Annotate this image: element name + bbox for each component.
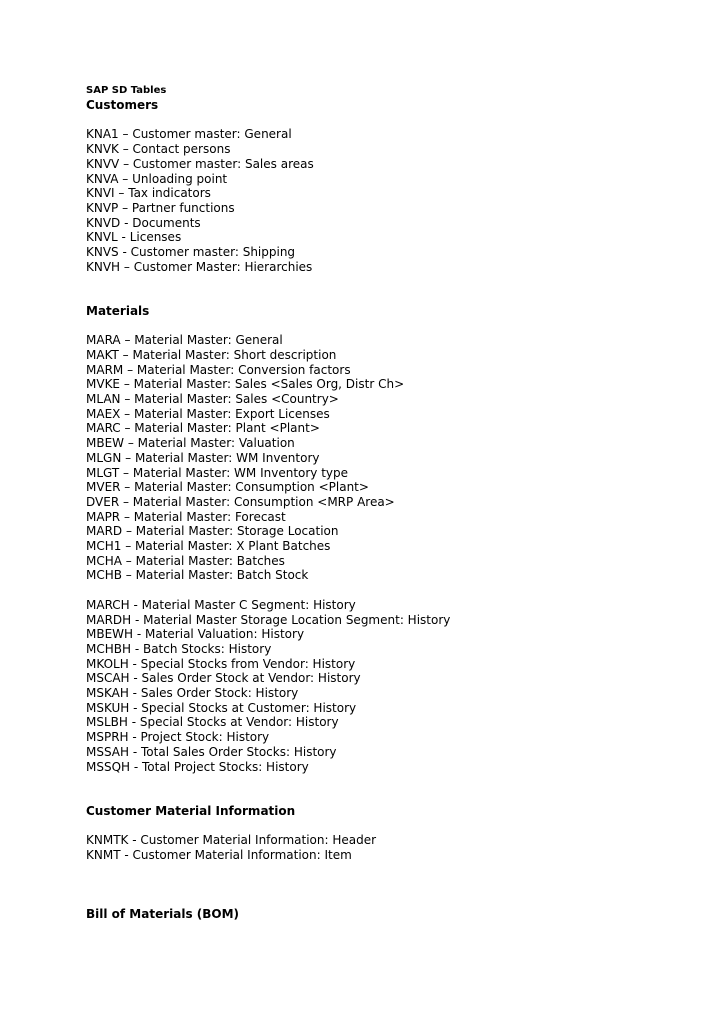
table-entry: MKOLH - Special Stocks from Vendor: History [86,656,356,671]
table-entry: MLGN – Material Master: WM Inventory [86,450,320,465]
table-entry: MARA – Material Master: General [86,333,283,348]
table-entry: MSLBH - Special Stocks at Vendor: History [86,715,339,730]
table-entry: KNVL - Licenses [86,230,182,245]
table-entry: MARCH - Material Master C Segment: History [86,597,356,612]
section-heading-customer-material-info: Customer Material Information [86,803,296,818]
table-entry: KNMT - Customer Material Information: Item [86,847,352,862]
table-entry: MLGT – Material Master: WM Inventory type [86,465,349,480]
table-entry: MAPR – Material Master: Forecast [86,509,286,524]
table-entry: MBEW – Material Master: Valuation [86,436,295,451]
table-entry: MARC – Material Master: Plant <Plant> [86,421,320,436]
spacer [86,774,706,803]
table-entry: MVER – Material Master: Consumption <Plant> [86,480,369,495]
table-entry: MSSQH - Total Project Stocks: History [86,759,309,774]
spacer [86,818,706,833]
section-heading-customers: Customers [86,98,159,112]
customers-table-list [86,127,706,274]
table-entry: MVKE – Material Master: Sales <Sales Org, Distr Ch> [86,377,405,392]
table-entry: KNVK – Contact persons [86,142,231,157]
spacer [86,274,706,303]
table-entry: MSKUH - Special Stocks at Customer: History [86,700,357,715]
table-entry: KNVH – Customer Master: Hierarchies [86,259,313,274]
table-entry: MLAN – Material Master: Sales <Country> [86,392,339,407]
materials-history-table-list [86,598,706,774]
table-entry: MAEX – Material Master: Export Licenses [86,406,330,421]
table-entry: MBEWH - Material Valuation: History [86,627,305,642]
spacer [86,113,706,128]
table-entry: MSPRH - Project Stock: History [86,730,270,745]
table-entry: MCHB – Material Master: Batch Stock [86,568,309,583]
table-entry: KNVP – Partner functions [86,200,235,215]
table-entry: KNVI – Tax indicators [86,186,211,201]
section-heading-bom: Bill of Materials (BOM) [86,906,240,921]
table-entry: MSCAH - Sales Order Stock at Vendor: History [86,671,361,686]
table-entry: KNA1 – Customer master: General [86,127,292,142]
table-entry: MSKAH - Sales Order Stock: History [86,686,299,701]
table-entry: MSSAH - Total Sales Order Stocks: History [86,744,337,759]
table-entry: KNVD - Documents [86,215,201,230]
table-entry: MARM – Material Master: Conversion factors [86,362,351,377]
table-entry: KNMTK - Customer Material Information: Header [86,833,377,848]
table-entry: KNVV – Customer master: Sales areas [86,156,314,171]
section-heading-materials: Materials [86,303,150,318]
table-entry: KNVA – Unloading point [86,171,228,186]
table-entry: MCH1 – Material Master: X Plant Batches [86,539,331,554]
spacer [86,862,706,906]
table-entry: KNVS - Customer master: Shipping [86,245,296,260]
table-entry: MARDH - Material Master Storage Location Segment: History [86,612,451,627]
spacer [86,583,706,598]
spacer [86,319,706,334]
customer-material-info-table-list [86,833,706,862]
materials-table-list [86,333,706,583]
document-page [86,84,706,921]
table-entry: MCHBH - Batch Stocks: History [86,641,272,656]
table-entry: MARD – Material Master: Storage Location [86,524,339,539]
table-entry: DVER – Material Master: Consumption <MRP Area> [86,494,395,509]
table-entry: MAKT – Material Master: Short description [86,347,337,362]
table-entry: MCHA – Material Master: Batches [86,553,285,568]
document-title: SAP SD Tables [86,85,167,96]
